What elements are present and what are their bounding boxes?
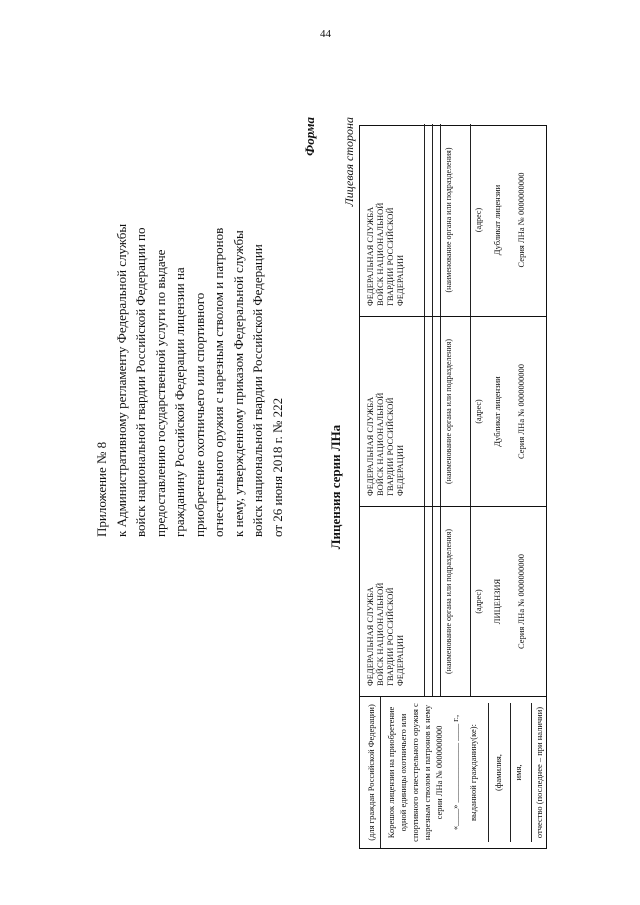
fill-line bbox=[424, 124, 425, 316]
appendix-line: гражданину Российской Федерации лицензии на bbox=[172, 267, 187, 537]
appendix-line: войск национальной гвардии Российской Федерации по bbox=[133, 227, 148, 537]
fill-line bbox=[488, 703, 489, 842]
fill-line bbox=[440, 507, 441, 696]
appendix-line: к нему, утвержденному приказом Федеральной службы bbox=[230, 230, 246, 537]
appendix-line: от 26 июня 2018 г. № 222 bbox=[269, 397, 285, 537]
divider bbox=[380, 697, 381, 848]
fill-line bbox=[531, 703, 532, 842]
fill-line bbox=[424, 317, 425, 506]
fill-line bbox=[510, 703, 511, 842]
stub-header: (для граждан Российской Федерации) bbox=[366, 704, 376, 841]
stub-issued-to: выданной гражданину(ке): bbox=[468, 724, 478, 821]
fill-line bbox=[440, 317, 441, 506]
appendix-header bbox=[92, 117, 287, 537]
fill-line bbox=[432, 124, 433, 316]
document-type: Дубликат лицензии bbox=[492, 184, 502, 256]
fill-line bbox=[470, 507, 471, 696]
org-name-caption: (наименование органа или подразделения) bbox=[444, 529, 453, 674]
stub-body-line: одной единицы охотничьего или bbox=[398, 713, 408, 832]
page-number: 44 bbox=[320, 28, 331, 40]
document-type: ЛИЦЕНЗИЯ bbox=[492, 578, 502, 625]
appendix-line: к Административному регламенту Федеральной службы bbox=[113, 223, 129, 537]
stub-name-caption: имя, bbox=[513, 764, 523, 781]
stub-surname-caption: (фамилия, bbox=[493, 754, 503, 791]
fill-line bbox=[432, 507, 433, 696]
license-stub bbox=[360, 696, 546, 848]
stub-date-line: «____» ______________ ____ г., bbox=[450, 714, 460, 831]
org-name-caption: (наименование органа или подразделения) bbox=[444, 339, 453, 484]
address-caption: (адрес) bbox=[474, 207, 483, 233]
stub-body-line: Корешок лицензии на приобретение bbox=[386, 706, 396, 839]
form-label: Форма bbox=[302, 117, 317, 156]
address-caption: (адрес) bbox=[474, 399, 483, 424]
series-number: Серия ЛНа № 0000000000 bbox=[516, 364, 526, 459]
appendix-line: предоставлению государственной услуги по выдаче bbox=[152, 249, 168, 537]
rotated-sheet bbox=[80, 107, 560, 867]
document-title: Лицензия серии ЛНа bbox=[328, 424, 343, 550]
appendix-line: войск национальной гвардии Российской Федерации bbox=[250, 244, 265, 537]
address-caption: (адрес) bbox=[474, 589, 483, 614]
org-name-caption: (наименование органа или подразделения) bbox=[444, 147, 453, 293]
agency-name: ФЕДЕРАЛЬНАЯ СЛУЖБА ВОЙСК НАЦИОНАЛЬНОЙ ГВАРДИИ РОССИЙСКОЙ ФЕДЕРАЦИИ bbox=[365, 582, 405, 686]
agency-name: ФЕДЕРАЛЬНАЯ СЛУЖБА ВОЙСК НАЦИОНАЛЬНОЙ ГВАРДИИ РОССИЙСКОЙ ФЕДЕРАЦИИ bbox=[365, 202, 405, 306]
appendix-line: огнестрельного оружия с нарезным стволом и патронов bbox=[211, 227, 226, 537]
agency-name: ФЕДЕРАЛЬНАЯ СЛУЖБА ВОЙСК НАЦИОНАЛЬНОЙ ГВАРДИИ РОССИЙСКОЙ ФЕДЕРАЦИИ bbox=[365, 392, 405, 496]
stub-body-line: нарезным стволом и патронов к нему bbox=[422, 704, 432, 841]
duplicate-panel bbox=[360, 124, 546, 316]
series-number: Серия ЛНа № 0000000000 bbox=[516, 172, 526, 268]
appendix-number: Приложение № 8 bbox=[94, 441, 109, 537]
document-type: Дубликат лицензии bbox=[492, 376, 502, 447]
license-form-table bbox=[359, 125, 547, 849]
license-panel bbox=[360, 506, 546, 696]
appendix-line: приобретение охотничьего или спортивного bbox=[191, 292, 207, 537]
series-number: Серия ЛНа № 0000000000 bbox=[516, 554, 526, 649]
fill-line bbox=[424, 507, 425, 696]
stub-body-line: спортивного огнестрельного оружия с bbox=[410, 703, 420, 842]
fill-line bbox=[470, 317, 471, 506]
stub-patronymic-caption: отчество (последнее – при наличии) bbox=[534, 706, 544, 839]
fill-line bbox=[470, 124, 471, 316]
fill-line bbox=[440, 124, 441, 316]
fill-line bbox=[432, 317, 433, 506]
stub-body-line: серии ЛНа № 0000000000 bbox=[434, 725, 444, 820]
side-label: Лицевая сторона bbox=[342, 117, 356, 207]
duplicate-panel bbox=[360, 316, 546, 506]
